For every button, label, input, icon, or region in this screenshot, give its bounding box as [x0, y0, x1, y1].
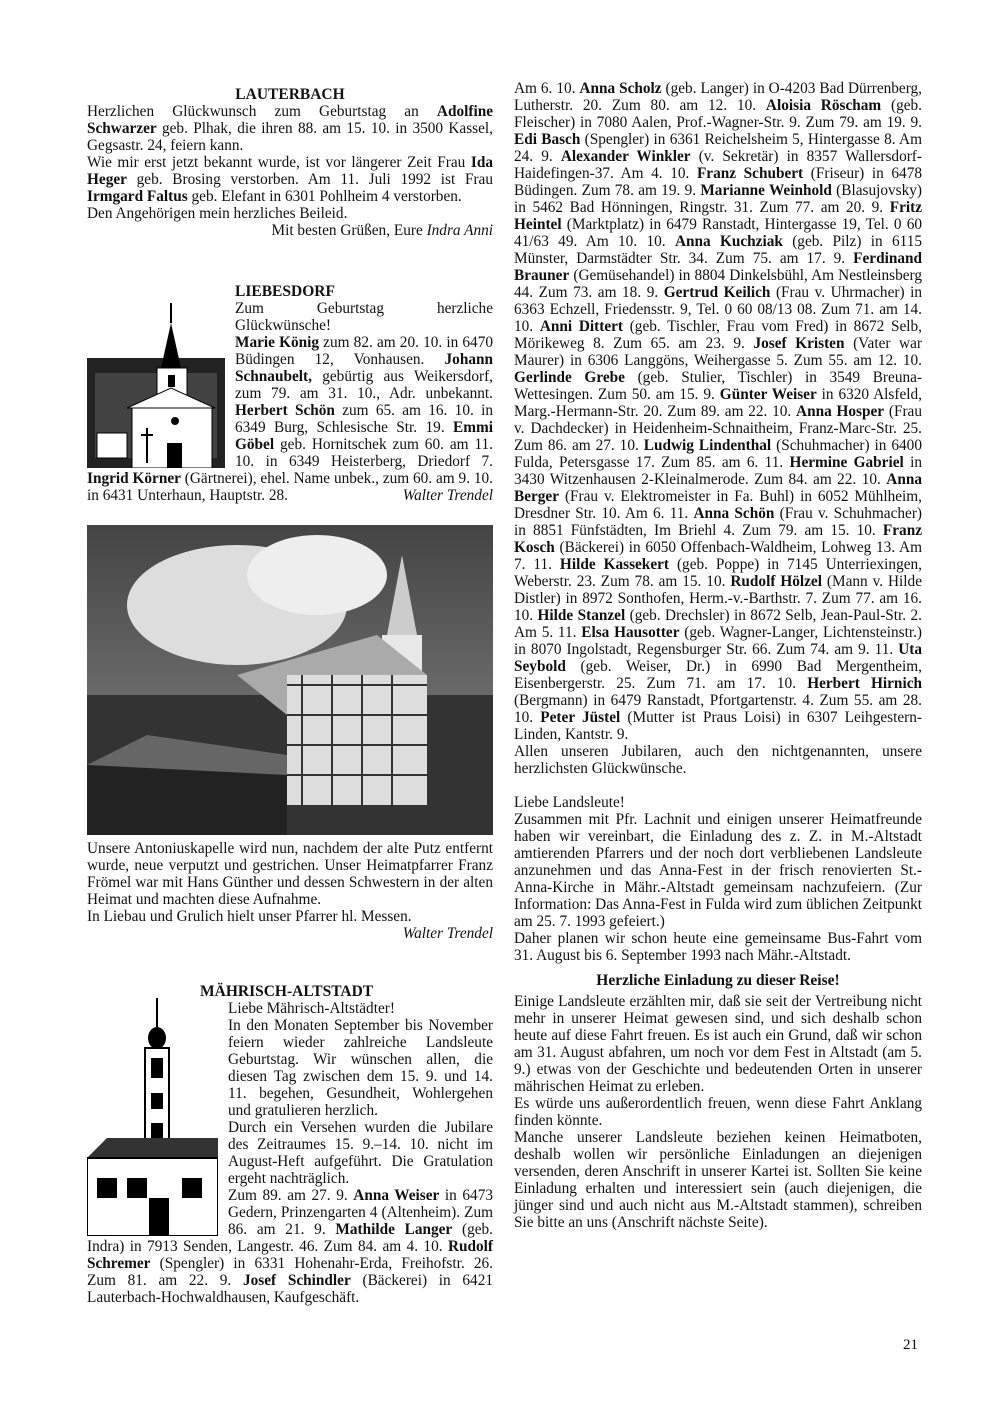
invitation-heading: Herzliche Einladung zu dieser Reise!: [596, 972, 840, 989]
text-run: (Spengler) in 6361 Reichelsheim 5, Hintergasse 8. Am 24. 9.: [514, 131, 922, 165]
person-name: Josef Schindler: [242, 1272, 351, 1289]
person-name: Gerlinde Grebe: [514, 369, 625, 386]
page-number: 21: [903, 1337, 918, 1353]
person-name: Hilde Kassekert: [559, 556, 669, 573]
person-name: Marianne Weinhold: [700, 182, 832, 199]
person-name: Gertrud Keilich: [663, 284, 771, 301]
text-run: (Mutter ist Praus Loisi) in 6307 Leihgestern-Linden, Kantstr. 9.: [514, 709, 922, 743]
paragraph: [514, 1129, 922, 1231]
text-run: (geb. Pilz) in 6115 Münster, Darmstädter Str. 34. Zum 75. am 17. 9.: [514, 233, 922, 267]
person-name: Ida Heger: [87, 154, 493, 188]
invitation-body: [514, 993, 922, 1231]
person-name: Franz Kosch: [514, 522, 922, 556]
person-name: Elsa Hausotter: [581, 624, 680, 641]
author-name: Indra Anni: [426, 222, 493, 239]
text-run: Zusammen mit Pfr. Lachnit und einigen unserer Heimatfreunde haben wir vereinbart, die Einladung des z. Z. in M.-Altstadt amtierenden Pfarrers und der noch dort verbliebenen Landsleute anzunehmen und das Anna-Fest in der frisch renovierten St.-Anna-Kirche in Mähr.-Altstadt gemeinsam nachzufeiern. (Zur Information: Das Anna-Fest in Fulda wird zum üblichen Zeitpunkt am 25. 7. 1993 gefeiert.): [514, 811, 922, 930]
person-name: Anni Dittert: [539, 318, 623, 335]
text-run: (geb. Poppe) in 7145 Unterriexingen, Weberstr. 23. Zum 78. am 15. 10.: [514, 556, 922, 590]
text-run: Den Angehörigen mein herzliches Beileid.: [87, 205, 348, 222]
text-run: (geb. Wagner-Langer, Lichtensteinstr.) in 8070 Ingolstadt, Regensburger Str. 66. Zum 74. am 9. 11.: [514, 624, 922, 658]
text-run: (geb. Langer) in O-4203 Bad Dürrenberg, Lutherstr. 20. Zum 80. am 12. 10.: [514, 80, 923, 114]
text-run: Unsere Antoniuskapelle wird nun, nachdem der alte Putz entfernt wurde, neue verputzt und gestrichen. Unser Heimatpfarrer Franz Frömel war mit Hans Günther und dessen Schwestern in der alten Heimat und machten diese Aufnahme.: [87, 840, 493, 908]
text-run: (Friseur) in 6478 Büdingen. Zum 78. am 19. 9.: [514, 165, 922, 199]
person-name: Ingrid Körner: [87, 470, 181, 487]
paragraph: [514, 794, 922, 811]
person-name: Anna Hosper: [796, 403, 885, 420]
text-run: (Gemüsehandel) in 8804 Dinkelsbühl, Am Nestleinsberg 44. Zum 73. am 18. 9.: [514, 267, 922, 301]
text-run: In Liebau und Grulich hielt unser Pfarrer hl. Messen.: [87, 908, 412, 925]
paragraph: [514, 993, 922, 1095]
person-name: Ferdinand Brauner: [514, 250, 922, 284]
text-run: (Frau v. Uhrmacher) in 6363 Echzell, Friedensstr. 9, Tel. 0 60 08/13 08. Zum 71. am 14. 10.: [514, 284, 922, 335]
text-run: in 3430 Witzenhausen 2-Kleinalmerode. Zum 84. am 22. 10.: [514, 454, 922, 488]
church-tower-illustration-icon: [87, 998, 218, 1236]
text-run: (Bergmann) in 6479 Ranstadt, Pfortgartenstr. 4. Zum 55. am 28. 10.: [514, 692, 922, 726]
text-run: (Vater war Maurer) in 6306 Langgöns, Weihergasse 5. Zum 55. am 12. 10.: [514, 335, 922, 369]
text-run: Durch ein Versehen wurden die Jubilare des Zeitraumes 15. 9.–14. 10. nicht im August-Heft aufgeführt. Die Gratulation ergeht nachträglich.: [228, 1119, 493, 1187]
person-name: Emmi Göbel: [235, 419, 493, 453]
person-name: Herbert Schön: [235, 402, 335, 419]
person-name: Anna Schön: [693, 505, 775, 522]
caption-body: [87, 840, 493, 925]
signature: [87, 222, 493, 239]
text-run: Liebe Landsleute!: [514, 794, 625, 811]
text-run: in 6320 Alsfeld, Marg.-Hermann-Str. 20. Zum 89. am 22. 10.: [514, 386, 922, 420]
person-name: Fritz Heintel: [514, 199, 922, 233]
person-name: Josef Kristen: [753, 335, 845, 352]
text-run: Herzlichen Glückwunsch zum Geburtstag an: [87, 103, 437, 120]
person-name: Rudolf Schremer: [87, 1238, 493, 1272]
paragraph: [514, 743, 922, 777]
person-name: Hermine Gabriel: [789, 454, 904, 471]
paragraph: [87, 103, 493, 154]
birthday-body: [514, 80, 922, 777]
person-name: Rudolf Hölzel: [730, 573, 822, 590]
paragraph: [514, 811, 922, 930]
person-name: Anna Scholz: [579, 80, 662, 97]
text-run: (geb. Tischler, Frau vom Fred) in 8672 Selb, Mörikeweg 8. Zum 65. am 23. 9.: [514, 318, 922, 352]
section-liebesdorf: [87, 283, 493, 504]
text-run: Liebe Mährisch-Altstädter!: [228, 1000, 395, 1017]
chapel-illustration-icon: [87, 283, 225, 468]
text-run: (geb. Stulier, Tischler) in 3549 Breuna-Wettesingen. Zum 50. am 15. 9.: [514, 369, 923, 403]
text-run: (geb. Indra) in 7913 Senden, Langestr. 46. Zum 84. am 4. 10.: [87, 1221, 493, 1255]
birthday-list: [514, 80, 922, 1231]
text-run: Es würde uns außerordentlich freuen, wenn diese Fahrt Anklang finden könnte.: [514, 1095, 922, 1129]
text-run: (Bäckerei) in 6421 Lauterbach-Hochwaldhausen, Kaufgeschäft.: [87, 1272, 494, 1306]
person-name: Herbert Hirnich: [807, 675, 922, 692]
text-run: (geb. Fleischer) in 7080 Aalen, Prof.-Wagner-Str. 9. Zum 79. am 19. 9.: [514, 97, 922, 131]
paragraph: [514, 930, 922, 964]
person-name: Anna Berger: [514, 471, 922, 505]
section-heading: LAUTERBACH: [235, 86, 345, 103]
person-name: Marie König: [235, 334, 320, 351]
person-name: Uta Seybold: [514, 641, 922, 675]
person-name: Anna Weiser: [353, 1187, 440, 1204]
text-run: geb. Plhak, die ihren 88. am 15. 10. in 3500 Kassel, Gegsastr. 24, feiern kann.: [87, 120, 493, 154]
text-run: (geb. Drechsler) in 8672 Selb, Jean-Paul-Str. 2. Am 5. 11.: [514, 607, 922, 641]
text-run: Allen unseren Jubilaren, auch den nichtgenannten, unsere herzlichsten Glückwünsche.: [514, 743, 922, 777]
paragraph: [87, 154, 493, 205]
text-run: in 6473 Gedern, Prinzengarten 4 (Altenheim). Zum 86. am 21. 9.: [228, 1187, 494, 1238]
paragraph: [87, 840, 493, 908]
person-name: Mathilde Langer: [335, 1221, 453, 1238]
text-run: Zum Geburtstag herzliche Glückwünsche!: [235, 300, 493, 334]
person-name: Peter Jüstel: [540, 709, 621, 726]
author-name: Walter Trendel: [402, 487, 493, 504]
text-run: Manche unserer Landsleute beziehen keinen Heimatboten, deshalb wollen wir persönliche Einladungen an diejenigen versenden, deren Anschrift in unserer Kartei ist. Sollten Sie keine Einladung erhalten und interessiert sein (auch diejenigen, die jünger sind und auch nicht aus M.-Altstadt stammen), schreiben Sie bitte an uns (Anschrift nächste Seite).: [514, 1129, 922, 1231]
section-heading: MÄHRISCH-ALTSTADT: [200, 983, 374, 1000]
section-lauterbach: [87, 86, 493, 239]
text-run: Zum 89. am 27. 9.: [228, 1187, 354, 1204]
text-run: Am 6. 10.: [514, 80, 580, 97]
text-run: Daher planen wir schon heute eine gemeinsame Bus-Fahrt vom 31. August bis 6. September 1993 nach Mähr.-Altstadt.: [514, 930, 922, 964]
paragraph: [87, 908, 493, 925]
person-name: Aloisia Röscham: [765, 97, 882, 114]
text-run: geb. Brosing verstorben. Am 11. Juli 1992 ist Frau: [126, 171, 493, 188]
person-name: Johann Schnaubelt,: [235, 351, 493, 385]
person-name: Adolfine Schwarzer: [87, 103, 493, 137]
section-body: [87, 103, 493, 222]
person-name: Anna Kuchziak: [674, 233, 783, 250]
person-name: Alexander Winkler: [560, 148, 691, 165]
text-run: (Frau v. Elektromeister in Fa. Buhl) in 6052 Mühlheim, Dresdner Str. 10. Am 6. 11.: [514, 488, 922, 522]
person-name: Edi Basch: [514, 131, 581, 148]
chapel-renovation-photo: [87, 525, 493, 835]
text-run: gebürtig aus Weikersdorf, zum 79. am 31. 10., Adr. unbekannt.: [235, 368, 493, 402]
author-name: Walter Trendel: [402, 925, 493, 942]
text-run: (Marktplatz) in 6479 Ranstadt, Hintergasse 19, Tel. 0 60 41/63 49. Am 10. 10.: [514, 216, 922, 250]
text-run: (v. Sekretär) in 8357 Wallersdorf-Haidefingen-37. Am 4. 10.: [514, 148, 922, 182]
paragraph: [514, 80, 922, 743]
text-run: (Frau v. Schuhmacher) in 8851 Fünfstädten, Im Briehl 4. Zum 79. am 15. 10.: [514, 505, 923, 539]
text-run: Wie mir erst jetzt bekannt wurde, ist vor längerer Zeit Frau: [87, 154, 471, 171]
person-name: Hilde Stanzel: [537, 607, 626, 624]
person-name: Franz Schubert: [696, 165, 804, 182]
text-run: (Mann v. Hilde Distler) in 8972 Sonthofen, Herm.-v.-Barthstr. 7. Zum 77. am 16. 10.: [514, 573, 922, 624]
person-name: Günter Weiser: [719, 386, 817, 403]
text-run: geb. Elefant in 6301 Pohlheim 4 verstorben.: [187, 188, 462, 205]
letter-body: [514, 794, 922, 964]
text-run: (Blasujovsky) in 5462 Bad Hönningen, Ringstr. 31. Zum 77. am 20. 9.: [514, 182, 922, 216]
text-run: In den Monaten September bis November feiern wieder zahlreiche Landsleute Geburtstag. Wir wünschen allen, die diesen Tag zwischen dem 15. 9. und 14. 11. begehen, Gesundheit, Wohlergehen und gratulieren herzlich.: [228, 1017, 493, 1119]
person-name: Irmgard Faltus: [87, 188, 188, 205]
text-run: zum 65. am 16. 10. in 6349 Burg, Schlesische Str. 19.: [235, 402, 493, 436]
text-run: zum 82. am 20. 10. in 6470 Büdingen 12, Vonhausen.: [235, 334, 493, 368]
text-run: (geb. Weiser, Dr.) in 6990 Bad Mergentheim, Eisenbergerstr. 25. Zum 71. am 17. 10.: [514, 658, 922, 692]
paragraph: [87, 205, 493, 222]
text-run: geb. Hornitschek zum 60. am 11. 10. in 6349 Heisterberg, Driedorf 7.: [235, 436, 493, 470]
text-run: (Schuhmacher) in 6400 Fulda, Petersgasse 17. Zum 85. am 6. 11.: [514, 437, 922, 471]
text-run: Einige Landsleute erzählten mir, daß sie seit der Vertreibung nicht mehr in unserer Heimat gewesen sind, und sich deshalb schon heute auf diese Fahrt freuen. Es ist auch ein Grund, daß wir schon am 31. August abfahren, um noch vor dem Fest in Altstadt (am 5. 9.) etwas von der Geschichte und bedeutenden Orten in unserer mährischen Heimat zu erleben.: [514, 993, 922, 1095]
text-run: (Bäckerei) in 6050 Offenbach-Waldheim, Lohweg 13. Am 7. 11.: [514, 539, 922, 573]
signature: [87, 925, 493, 942]
section-heading: LIEBESDORF: [235, 283, 335, 300]
person-name: Ludwig Lindenthal: [643, 437, 772, 454]
photo-caption: [87, 840, 493, 942]
text-run: (Frau v. Dachdecker) in Heidenheim-Schnaitheim, Franz-Marc-Str. 25. Zum 86. am 27. 10.: [514, 403, 922, 454]
text-run: (Gärtnerei), ehel. Name unbek., zum 60. am 9. 10. in 6431 Unterhaun, Hauptstr. 28.: [87, 470, 493, 504]
section-maehrisch-altstadt: [87, 983, 493, 1306]
text-run: (Spengler) in 6331 Hohenahr-Erda, Freihofstr. 26. Zum 81. am 22. 9.: [87, 1255, 493, 1289]
paragraph: [514, 1095, 922, 1129]
text-run: Mit besten Grüßen, Eure: [271, 222, 427, 239]
